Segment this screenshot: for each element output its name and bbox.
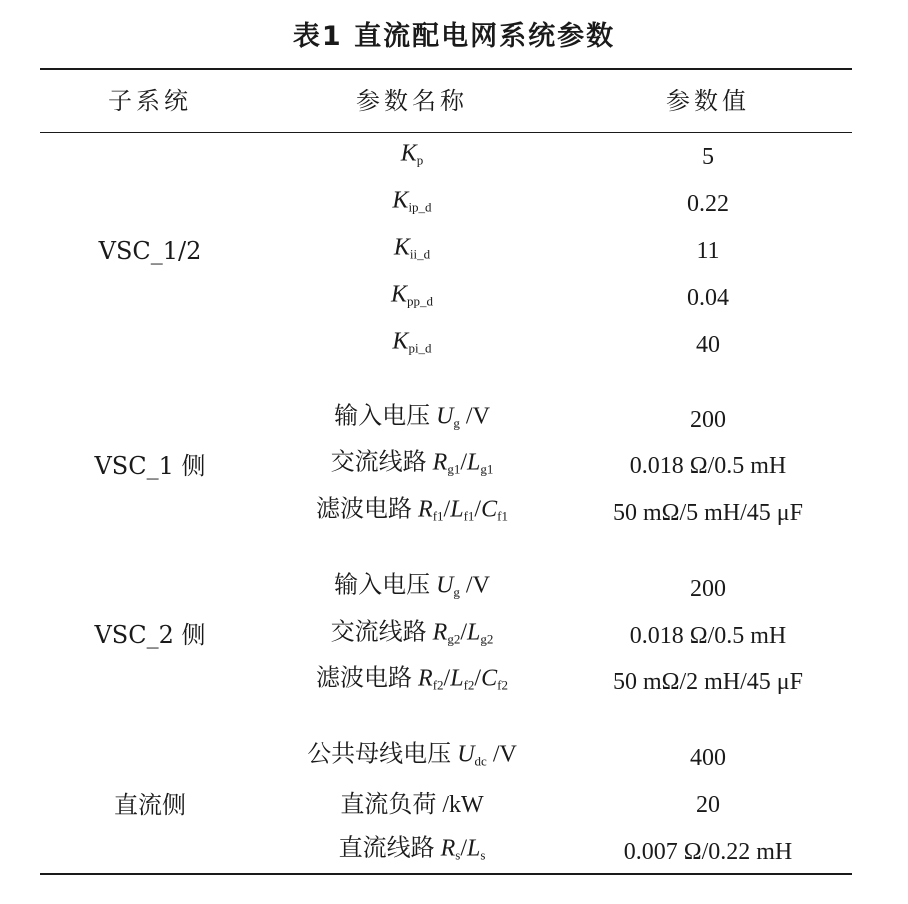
param-symbol: R [440, 835, 456, 862]
param-value: 0.22 [687, 191, 729, 217]
param-subscript: f1 [432, 508, 444, 524]
param-unit: /V [459, 572, 490, 599]
param-name [394, 233, 430, 270]
param-symbol: R [432, 449, 448, 476]
param-subscript: g1 [480, 461, 494, 477]
param-unit: /kW [442, 792, 484, 818]
param-subscript: s [455, 847, 461, 863]
param-name [340, 790, 483, 820]
param-separator: / [443, 665, 451, 692]
param-subscript: g2 [480, 631, 494, 647]
param-unit: /V [459, 403, 490, 430]
param-prefix: 公共母线电压 [307, 741, 458, 768]
param-subscript: p [416, 152, 424, 168]
param-subscript: f1 [463, 508, 475, 524]
param-name [331, 448, 494, 485]
table-title: 表1 直流配电网系统参数 [292, 21, 616, 52]
param-subscript: f2 [463, 677, 475, 693]
param-name [316, 495, 508, 532]
param-subscript: g2 [447, 631, 461, 647]
param-subscript: f2 [497, 677, 508, 693]
param-value: 5 [702, 144, 714, 170]
param-separator: / [474, 665, 482, 692]
param-symbol: R [418, 665, 433, 692]
param-name [392, 186, 431, 223]
param-value: 0.007 Ω/0.22 mH [623, 839, 793, 865]
param-subscript: f2 [432, 677, 444, 693]
param-symbol: K [400, 140, 417, 167]
param-name [334, 571, 490, 608]
top-rule [40, 68, 852, 70]
param-symbol: L [450, 665, 464, 692]
param-name [339, 834, 486, 871]
subsystem-label: VSC_1 侧 [94, 452, 206, 480]
param-separator: / [460, 449, 467, 476]
param-value: 0.018 Ω/0.5 mH [629, 453, 787, 479]
param-subscript: pp_d [407, 293, 434, 309]
param-name [331, 618, 494, 655]
param-symbol: L [466, 619, 481, 646]
param-value: 50 mΩ/5 mH/45 μF [612, 500, 804, 526]
param-value: 11 [696, 238, 720, 264]
param-separator: / [474, 496, 482, 523]
param-prefix: 输入电压 [334, 572, 437, 599]
param-subscript: pi_d [408, 340, 432, 356]
param-symbol: L [450, 496, 464, 523]
param-symbol: K [390, 281, 408, 308]
param-name [316, 664, 508, 701]
param-subscript: f1 [497, 508, 508, 524]
param-subscript: g [453, 584, 460, 600]
param-prefix: 交流线路 [330, 449, 433, 476]
param-unit: /V [486, 741, 517, 768]
param-symbol: K [392, 187, 409, 214]
param-name [334, 402, 490, 439]
param-prefix: 交流线路 [330, 619, 433, 646]
param-prefix: 滤波电路 [316, 665, 419, 692]
param-value: 40 [696, 332, 720, 358]
param-prefix: 滤波电路 [316, 496, 419, 523]
header-subsystem: 子系统 [108, 87, 192, 115]
param-symbol: K [393, 234, 410, 261]
param-subscript: ii_d [409, 246, 431, 262]
param-value: 0.018 Ω/0.5 mH [629, 623, 787, 649]
param-subscript: g [453, 415, 460, 431]
param-subscript: ip_d [408, 199, 432, 215]
param-symbol: U [436, 572, 454, 599]
param-name [401, 139, 424, 176]
bottom-rule [40, 873, 852, 875]
param-symbol: L [466, 835, 481, 862]
param-prefix: 输入电压 [334, 403, 437, 430]
param-prefix: 直流线路 [338, 835, 441, 862]
param-subscript: g1 [447, 461, 461, 477]
param-symbol: R [418, 496, 433, 523]
header-param-value: 参数值 [666, 87, 750, 115]
param-name [307, 740, 517, 777]
param-value: 200 [690, 576, 726, 602]
param-symbol: L [466, 449, 481, 476]
param-symbol: C [481, 496, 498, 523]
param-separator: / [460, 619, 467, 646]
param-prefix: 直流负荷 [340, 792, 443, 818]
param-subscript: s [480, 847, 486, 863]
subsystem-label: 直流侧 [114, 791, 186, 819]
param-value: 20 [696, 792, 720, 818]
param-separator: / [443, 496, 451, 523]
param-symbol: R [432, 619, 448, 646]
param-name [392, 327, 431, 364]
param-name [391, 280, 433, 317]
param-value: 50 mΩ/2 mH/45 μF [612, 669, 804, 695]
param-value: 400 [690, 745, 726, 771]
subsystem-label: VSC_2 侧 [94, 621, 206, 649]
param-symbol: C [481, 665, 498, 692]
param-separator: / [460, 835, 467, 862]
param-symbol: K [392, 328, 409, 355]
header-param-name: 参数名称 [356, 87, 468, 115]
header-rule [40, 132, 852, 133]
param-symbol: U [436, 403, 454, 430]
param-symbol: U [457, 741, 475, 768]
param-value: 200 [690, 407, 726, 433]
subsystem-label: VSC_1/2 [98, 237, 202, 265]
param-value: 0.04 [687, 285, 729, 311]
param-subscript: dc [474, 753, 487, 769]
